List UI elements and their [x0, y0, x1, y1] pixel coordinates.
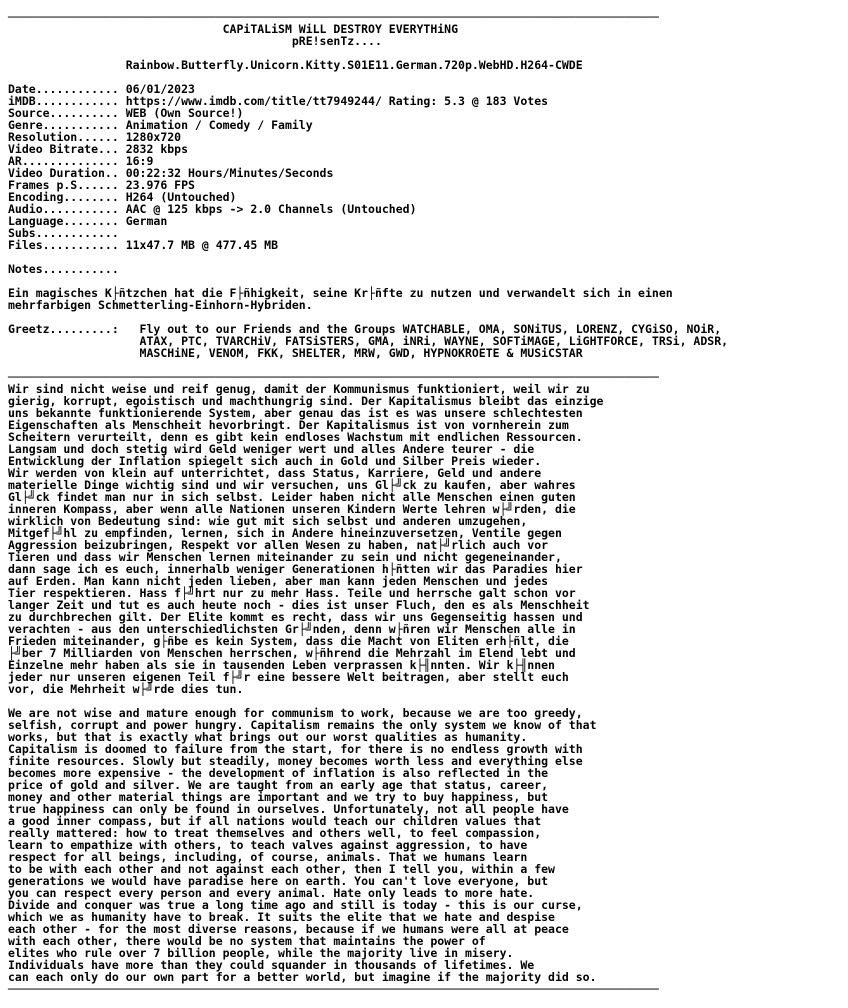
nfo-line: Scheitern verurteilt, denn es gibt kein endloses Wachstum mit endlichen Ressourcen.	[8, 430, 583, 444]
nfo-line: Tieren und dass wir Menschen lernen miteinander zu sein und nicht gegeneinander,	[8, 550, 562, 564]
nfo-line: price of gold and silver. We are taught from an early age that status, career,	[8, 778, 549, 792]
nfo-line: Mitgef├╝hl zu empfinden, lernen, sich in Andere hineinzuversetzen, Ventile gegen	[8, 526, 562, 540]
nfo-line: Ein magisches K├ñtzchen hat die F├ñhigkeit, seine Kr├ñfte zu nutzen und verwandelt sich in einen	[8, 286, 673, 300]
nfo-line: Tier respektieren. Hass f├╝hrt nur zu mehr Hass. Teile und herrsche galt schon vor	[8, 586, 576, 600]
nfo-line: mehrfarbigen Schmetterling-Einhorn-Hybriden.	[8, 298, 313, 312]
nfo-line: Source.......... WEB (Own Source!)	[8, 106, 244, 120]
nfo-line: Date............ 06/01/2023	[8, 82, 195, 96]
nfo-line: langer Zeit und tut es auch heute noch - dies ist unser Fluch, den es als Menschheit	[8, 598, 590, 612]
nfo-line: wirklich von Bedeutung sind: wie gut mit sich selbst und anderen umzugehen,	[8, 514, 528, 528]
nfo-line: iMDB............ https://www.imdb.com/title/tt7949244/ Rating: 5.3 @ 183 Votes	[8, 94, 549, 108]
nfo-line: Video Duration.. 00:22:32 Hours/Minutes/Seconds	[8, 166, 334, 180]
nfo-line: to be with each other and not against each other, then I tell you, within a few	[8, 862, 555, 876]
nfo-line: ──────────────────────────────────────────────────────────────────────────────────────────────	[8, 10, 659, 24]
nfo-line: which we as humanity have to break. It suits the elite that we hate and despise	[8, 910, 555, 924]
nfo-line: Resolution...... 1280x720	[8, 130, 182, 144]
nfo-line: Language........ German	[8, 214, 168, 228]
nfo-line: zu durchbrechen gilt. Der Elite kommt es recht, dass wir uns Gegenseitig hassen und	[8, 610, 583, 624]
nfo-line: jeder nur unseren eigenen Teil f├╝r eine bessere Welt beitragen, aber stellt euch	[8, 670, 569, 684]
nfo-line: becomes more expensive - the development of inflation is also reflected in the	[8, 766, 549, 780]
nfo-line: Encoding........ H264 (Untouched)	[8, 190, 237, 204]
nfo-line: We are not wise and mature enough for communism to work, because we are too greedy,	[8, 706, 583, 720]
nfo-line: really mattered: how to treat themselves and others well, to feel compassion,	[8, 826, 542, 840]
nfo-line: Divide and conquer was true a long time ago and still is today - this is our curse,	[8, 898, 583, 912]
nfo-line: Langsam und doch stetig wird Geld weniger wert und alles Andere teurer - die	[8, 442, 535, 456]
nfo-line: learn to empathize with others, to teach valves against aggression, to have	[8, 838, 528, 852]
nfo-line: selfish, corrupt and power hungry. Capitalism remains the only system we know of that	[8, 718, 597, 732]
nfo-line: ├╝ber 7 Milliarden von Menschen herrschen, w├ñhrend die Mehrzahl im Elend lebt und	[8, 646, 576, 660]
nfo-line: generations we would have paradise here on earth. You can't love everyone, but	[8, 874, 549, 888]
nfo-line: money and other material things are important and we try to buy happiness, but	[8, 790, 549, 804]
nfo-line: ──────────────────────────────────────────────────────────────────────────────────────────────	[8, 370, 659, 384]
nfo-line: a good inner compass, but if all nations would teach our children values that	[8, 814, 542, 828]
nfo-line: Frames p.S...... 23.976 FPS	[8, 178, 195, 192]
nfo-line: Wir sind nicht weise und reif genug, damit der Kommunismus funktioniert, weil wir zu	[8, 382, 590, 396]
nfo-line: Files........... 11x47.7 MB @ 477.45 MB	[8, 238, 279, 252]
nfo-line: Subs............	[8, 226, 119, 240]
nfo-text-document	[8, 11, 728, 995]
nfo-line: uns bekannte funktionierende System, aber genau das ist es was unsere schlechtesten	[8, 406, 583, 420]
nfo-line: Eigenschaften als Menschheit hevorbringt. Der Kapitalismus ist von vornherein zum	[8, 418, 569, 432]
nfo-line: can each only do our own part for a better world, but imagine if the majority did so.	[8, 970, 597, 984]
nfo-line: ──────────────────────────────────────────────────────────────────────────────────────────────	[8, 982, 659, 996]
nfo-line: Rainbow.Butterfly.Unicorn.Kitty.S01E11.German.720p.WebHD.H264-CWDE	[8, 58, 583, 72]
nfo-line: ATAX, PTC, TVARCHiV, FATSiSTERS, GMA, iNRi, WAYNE, SOFTiMAGE, LiGHTFORCE, TRSi, ADSR,	[8, 334, 729, 348]
nfo-line: with each other, there would be no system that maintains the power of	[8, 934, 486, 948]
nfo-line: Entwicklung der Inflation spiegelt sich auch in Gold und Silber Preis wieder.	[8, 454, 542, 468]
nfo-line: Einzelne mehr haben als sie in tausenden Leben verprassen k├╢nnten. Wir k├╢nnen	[8, 658, 555, 672]
nfo-line: Frieden miteinander, g├ñbe es kein System, dass die Macht von Eliten erh├ñlt, die	[8, 634, 569, 648]
nfo-line: Greetz.........: Fly out to our Friends and the Groups WATCHABLE, OMA, SONiTUS, LORENZ, CYGiSO, NOiR,	[8, 322, 722, 336]
nfo-line: inneren Kompass, aber wenn alle Nationen unseren Kindern Werte lehren w├╝rden, die	[8, 502, 576, 516]
nfo-line: Notes...........	[8, 262, 119, 276]
nfo-line: true happiness can only be found in ourselves. Unfortunately, not all people have	[8, 802, 569, 816]
nfo-line: Video Bitrate... 2832 kbps	[8, 142, 189, 156]
nfo-line: verachten - aus den unterschiedlichsten Gr├╝nden, denn w├ñren wir Menschen alle in	[8, 622, 576, 636]
nfo-line: CAPiTALiSM WiLL DESTROY EVERYTHiNG	[8, 22, 459, 36]
nfo-line: dann sage ich es euch, innerhalb weniger Generationen h├ñtten wir das Paradies hier	[8, 562, 583, 576]
nfo-line: Wir werden von klein auf unterrichtet, dass Status, Karriere, Geld und andere	[8, 466, 542, 480]
nfo-line: works, but that is exactly what brings out our worst qualities as humanity.	[8, 730, 528, 744]
nfo-line: you can respect every person and every animal. Hate only leads to more hate.	[8, 886, 535, 900]
nfo-line: Aggression beizubringen, Respekt vor allen Wesen zu haben, nat├╝rlich auch vor	[8, 538, 549, 552]
nfo-line: Capitalism is doomed to failure from the start, for there is no endless growth with	[8, 742, 583, 756]
nfo-line: finite resources. Slowly but steadily, money becomes worth less and everything else	[8, 754, 583, 768]
nfo-line: gierig, korrupt, egoistisch und machthungrig sind. Der Kapitalismus bleibt das einzige	[8, 394, 604, 408]
nfo-line: each other - for the most diverse reasons, because if we humans were all at peace	[8, 922, 569, 936]
nfo-line: MASCHiNE, VENOM, FKK, SHELTER, MRW, GWD, HYPNOKROETE & MUSiCSTAR	[8, 346, 583, 360]
nfo-line: auf Erden. Man kann nicht jeden lieben, aber man kann jeden Menschen und jedes	[8, 574, 549, 588]
nfo-line: respect for all beings, including, of course, animals. That we humans learn	[8, 850, 528, 864]
nfo-line: materielle Dinge wichtig sind und wir versuchen, uns Gl├╝ck zu kaufen, aber wahres	[8, 478, 576, 492]
nfo-line: elites who rule over 7 billion people, while the majority live in misery.	[8, 946, 514, 960]
nfo-line: vor, die Mehrheit w├╝rde dies tun.	[8, 682, 244, 696]
nfo-line: Genre........... Animation / Comedy / Family	[8, 118, 313, 132]
nfo-line: Individuals have more than they could squander in thousands of lifetimes. We	[8, 958, 535, 972]
nfo-line: pRE!senTz....	[8, 34, 382, 48]
nfo-line: Gl├╝ck findet man nur in sich selbst. Leider haben nicht alle Menschen einen guten	[8, 490, 576, 504]
nfo-line: AR.............. 16:9	[8, 154, 154, 168]
nfo-line: Audio........... AAC @ 125 kbps -> 2.0 Channels (Untouched)	[8, 202, 417, 216]
